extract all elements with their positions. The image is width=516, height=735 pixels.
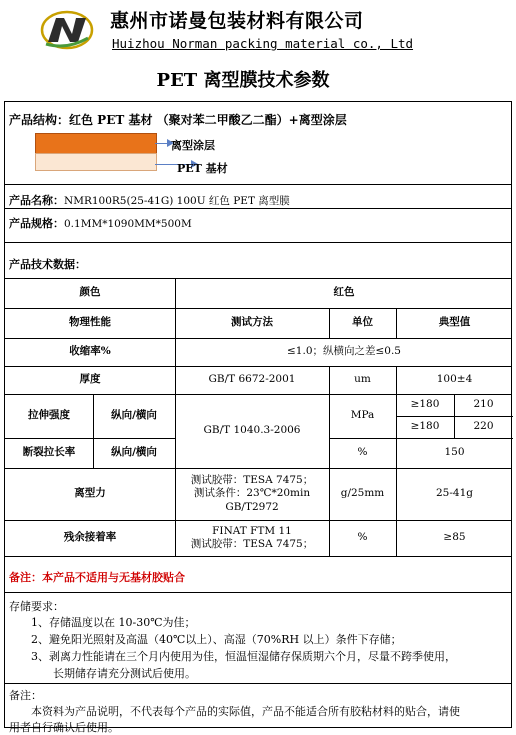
thickness-unit: um [354, 373, 371, 386]
storage-item-3a: 3、剥离力性能请在三个月内使用为佳，恒温恒湿储存保质期六个月，尽量不跨季使用， [31, 650, 456, 663]
tensile-value-md: 210 [473, 398, 494, 411]
header-property: 物理性能 [69, 316, 111, 329]
remark-line-2: 用者自行确认后使用。 [9, 721, 119, 734]
residual-adhesion-label: 残余接着率 [63, 531, 117, 544]
residual-adhesion-method [175, 520, 329, 556]
tensile-direction: 纵向/横向 [111, 409, 157, 422]
tensile-label: 拉伸强度 [28, 409, 70, 422]
document-title [0, 66, 516, 92]
thickness-label: 厚度 [79, 373, 101, 386]
release-force-method [175, 468, 329, 520]
thickness-method: GB/T 6672-2001 [208, 373, 296, 386]
product-spec-row [9, 215, 192, 231]
storage-item-2: 2、避免阳光照射及高温（40℃以上）、高湿（70%RH 以上）条件下存储； [31, 633, 402, 646]
remark-title: 备注： [9, 689, 42, 702]
coating-layer-swatch [35, 133, 157, 155]
company-logo [40, 8, 94, 52]
company-name-en: Huizhou Norman packing material co., Ltd [112, 36, 414, 51]
structure-label: 产品结构：红色 PET 基材 （聚对苯二甲酸乙二酯）+离型涂层 [9, 113, 347, 127]
elongation-direction: 纵向/横向 [111, 446, 157, 459]
elongation-unit: % [357, 446, 368, 459]
document-title-text: PET 离型膜技术参数 [156, 70, 330, 91]
pet-layer-swatch [35, 153, 157, 171]
product-name-row [9, 192, 290, 208]
tech-section-label: 产品技术数据： [9, 258, 86, 271]
tensile-spec-td: ≥180 [410, 420, 440, 433]
shrink-value: ≤1.0；纵横向之差≤0.5 [287, 345, 401, 358]
storage-item-3b: 长期储存请充分测试后使用。 [53, 667, 196, 680]
pet-layer-label: PET 基材 [177, 162, 228, 175]
release-force-unit: g/25mm [340, 487, 385, 500]
elongation-label: 断裂拉长率 [22, 446, 76, 459]
release-method-line3: GB/T2972 [225, 500, 279, 513]
header-unit: 单位 [352, 316, 373, 329]
product-name-value: NMR100R5(25-41G) 100U 红色 PET 离型膜 [64, 195, 290, 207]
storage-item-1: 1、存储温度以在 10-30℃为佳； [31, 616, 196, 629]
storage-title: 存储要求： [9, 600, 64, 613]
color-value: 红色 [333, 286, 355, 299]
header-method: 测试方法 [231, 316, 273, 329]
residual-adhesion-value: ≥85 [443, 531, 466, 544]
color-label: 颜色 [79, 286, 101, 299]
product-name-label: 产品名称： [9, 194, 64, 207]
tensile-method: GB/T 1040.3-2006 [203, 424, 301, 437]
spec-sheet [4, 101, 512, 734]
remark-line-1: 本资料为产品说明，不代表每个产品的实际值，产品不能适合所有胶粘材料的贴合，请使 [31, 705, 460, 718]
release-force-value: 25-41g [436, 487, 473, 500]
tensile-spec-md: ≥180 [410, 398, 440, 411]
product-spec-label: 产品规格： [9, 217, 64, 230]
residual-adhesion-unit: % [357, 531, 368, 544]
residual-method-line1: FINAT FTM 11 [212, 524, 292, 537]
tensile-value-td: 220 [473, 420, 494, 433]
header-typical: 典型值 [438, 316, 471, 329]
tensile-unit: MPa [350, 409, 375, 422]
product-spec-value: 0.1MM*1090MM*500M [64, 218, 192, 230]
shrink-label: 收缩率% [69, 345, 111, 358]
release-force-label: 离型力 [74, 487, 106, 500]
release-method-line1: 测试胶带：TESA 7475； [190, 474, 314, 487]
release-method-line2: 测试条件：23℃*20min [193, 487, 311, 500]
residual-method-line2: 测试胶带：TESA 7475； [190, 538, 314, 550]
thickness-value: 100±4 [436, 373, 473, 386]
company-name-cn: 惠州市诺曼包装材料有限公司 [110, 10, 364, 32]
warning-note: 备注：本产品不适用与无基材胶贴合 [9, 571, 185, 584]
coating-layer-label: 离型涂层 [171, 139, 215, 152]
elongation-value: 150 [444, 446, 465, 459]
